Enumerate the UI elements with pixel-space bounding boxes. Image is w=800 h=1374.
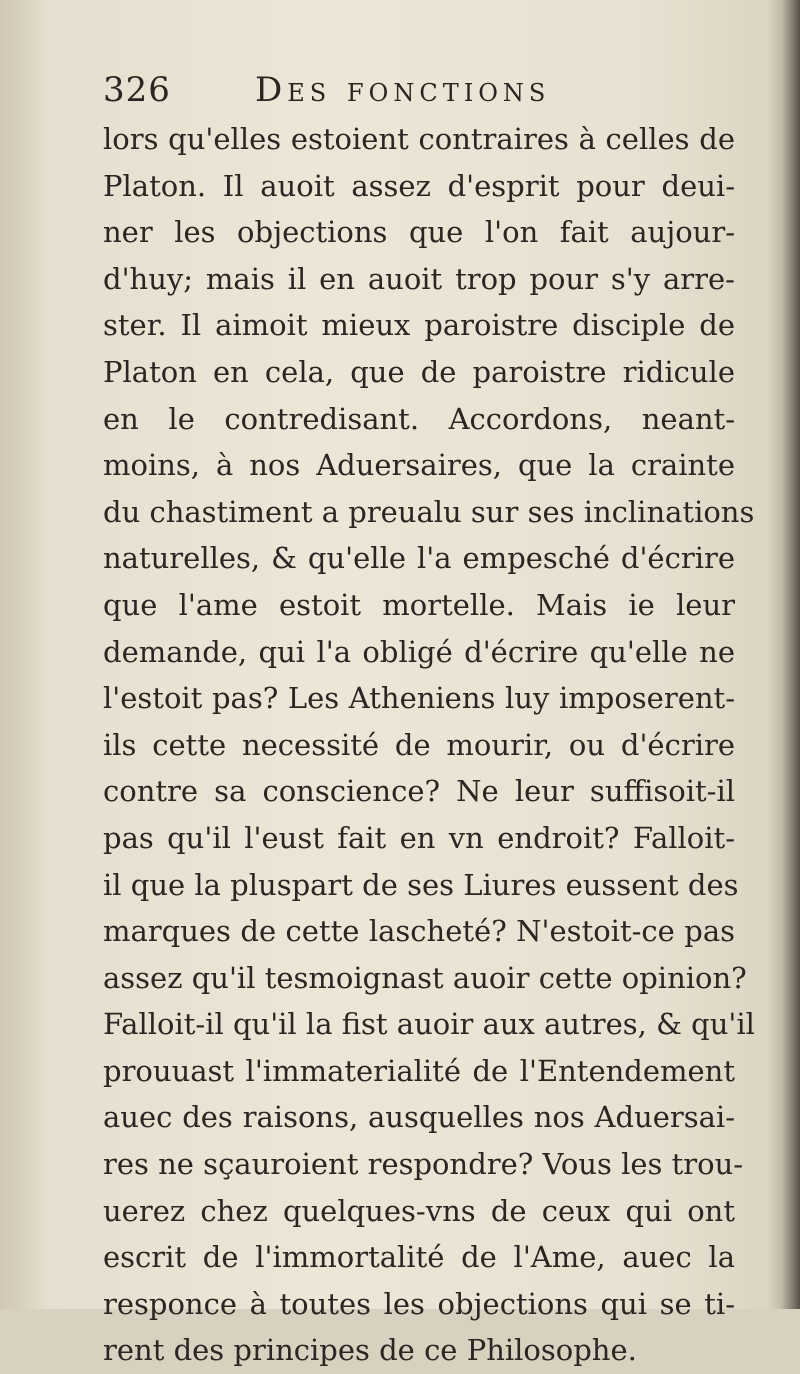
page-header <box>103 70 723 114</box>
text-line: d'huy; mais il en auoit trop pour s'y arre- <box>103 261 735 296</box>
text-line: marques de cette lascheté? N'estoit-ce pas <box>103 914 735 949</box>
text-line: ster. Il aimoit mieux paroistre disciple de <box>103 308 735 343</box>
text-line: ils cette necessité de mourir, ou d'écrire <box>103 727 735 762</box>
text-line: ner les objections que l'on fait aujour- <box>103 215 735 250</box>
text-line: Falloit-il qu'il la fist auoir aux autres, & qu'il <box>103 1007 755 1042</box>
text-line: il que la pluspart de ses Liures eussent des <box>103 867 739 902</box>
text-line: contre sa conscience? Ne leur suffisoit-il <box>103 774 735 809</box>
text-line: lors qu'elles estoient contraires à celles de <box>103 122 735 156</box>
text-line: responce à toutes les objections qui se ti- <box>103 1286 735 1321</box>
running-head: Des fonctions <box>255 70 551 110</box>
text-line: demande, qui l'a obligé d'écrire qu'elle ne <box>103 634 735 669</box>
text-line: du chastiment a preualu sur ses inclinations <box>103 494 755 529</box>
text-line: escrit de l'immortalité de l'Ame, auec la <box>103 1240 735 1275</box>
text-line: uerez chez quelques-vns de ceux qui ont <box>103 1193 735 1228</box>
text-line: moins, à nos Aduersaires, que la crainte <box>103 448 735 483</box>
text-line: auec des raisons, ausquelles nos Aduersai- <box>103 1100 735 1135</box>
gutter-shadow <box>782 0 800 1309</box>
text-line: prouuast l'immaterialité de l'Entendement <box>103 1053 735 1088</box>
text-line: en le contredisant. Accordons, neant- <box>103 401 735 436</box>
text-line: pas qu'il l'eust fait en vn endroit? Falloit- <box>103 820 735 855</box>
text-line: Platon. Il auoit assez d'esprit pour deui- <box>103 168 735 203</box>
page-number: 326 <box>103 70 171 110</box>
text-line: res ne sçauroient respondre? Vous les trou- <box>103 1147 744 1182</box>
text-line: naturelles, & qu'elle l'a empesché d'écrire <box>103 541 735 576</box>
text-line: rent des principes de ce Philosophe. <box>103 1333 637 1368</box>
text-line: Platon en cela, que de paroistre ridicule <box>103 354 735 389</box>
text-line: que l'ame estoit mortelle. Mais ie leur <box>103 587 735 622</box>
body-text <box>103 116 755 1374</box>
text-line: l'estoit pas? Les Atheniens luy imposerent- <box>103 681 735 716</box>
text-line: assez qu'il tesmoignast auoir cette opinion? <box>103 960 747 995</box>
